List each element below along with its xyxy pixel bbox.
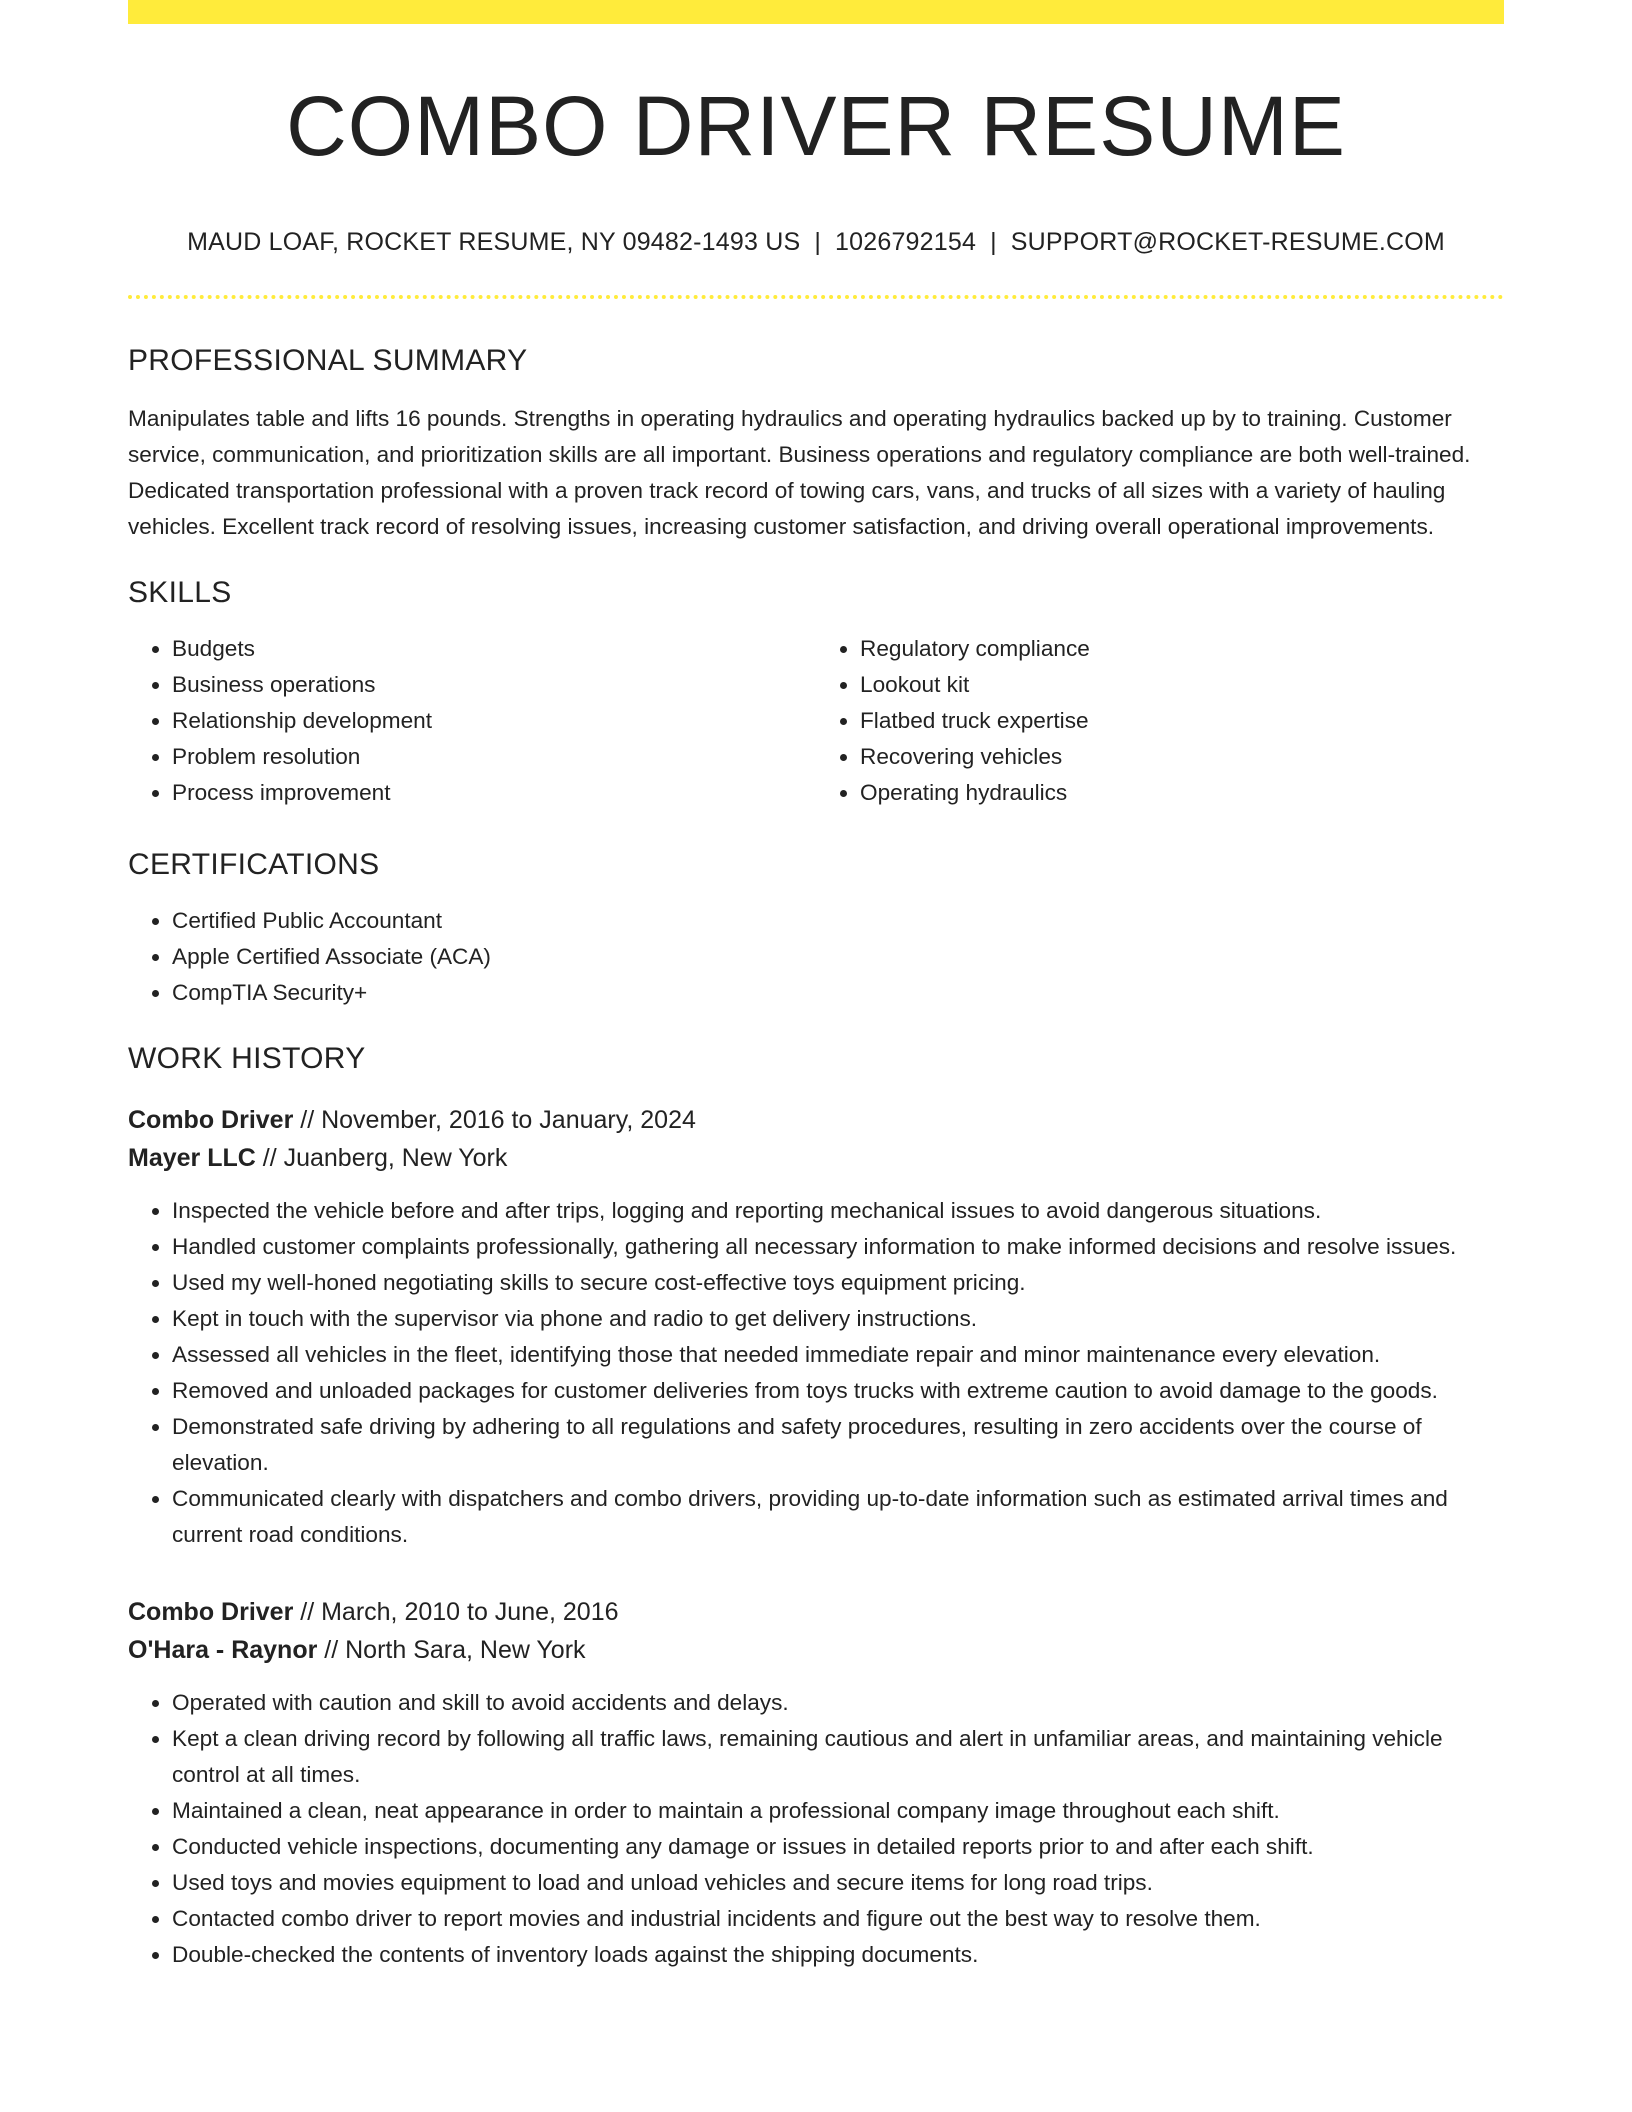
job-bullets — [128, 1685, 1504, 1973]
job-bullet: • Conducted vehicle inspections, documenting any damage or issues in detailed reports prior to and after each shift. — [172, 1829, 1504, 1865]
job-company-line — [128, 1631, 1504, 1669]
job-bullet: • Double-checked the contents of inventory loads against the shipping documents. — [172, 1937, 1504, 1973]
job-bullets — [128, 1193, 1504, 1553]
certification-item: • Apple Certified Associate (ACA) — [172, 939, 1504, 975]
contact-address: MAUD LOAF, ROCKET RESUME, NY 09482-1493 US — [187, 228, 801, 256]
job-bullet: • Contacted combo driver to report movies and industrial incidents and figure out the best way to resolve them. — [172, 1901, 1504, 1937]
skill-item: • Lookout kit — [860, 667, 1504, 703]
job-dates: // March, 2010 to June, 2016 — [293, 1598, 619, 1626]
contact-phone: 1026792154 — [835, 228, 977, 256]
resume-page — [128, 0, 1504, 2112]
summary-heading: PROFESSIONAL SUMMARY — [128, 344, 528, 377]
job-bullet: • Operated with caution and skill to avoid accidents and delays. — [172, 1685, 1504, 1721]
job-company-line — [128, 1139, 1504, 1177]
job-entry — [128, 1593, 1504, 1973]
accent-top-bar — [128, 0, 1504, 24]
job-title: Combo Driver — [128, 1598, 294, 1626]
skill-item: • Business operations — [172, 667, 816, 703]
job-bullet: • Inspected the vehicle before and after trips, logging and reporting mechanical issues to avoid dangerous situations. — [172, 1193, 1504, 1229]
skills-list-right — [816, 631, 1504, 811]
job-bullet: • Maintained a clean, neat appearance in order to maintain a professional company image throughout each shift. — [172, 1793, 1504, 1829]
resume-title: COMBO DRIVER RESUME — [286, 79, 1346, 173]
skill-item: • Process improvement — [172, 775, 816, 811]
contact-line — [128, 228, 1504, 257]
job-title: Combo Driver — [128, 1106, 294, 1134]
work-history-heading: WORK HISTORY — [128, 1042, 366, 1075]
job-header — [128, 1101, 1504, 1177]
job-header — [128, 1593, 1504, 1669]
contact-separator: | — [814, 228, 822, 256]
certifications-list — [128, 903, 1504, 1011]
job-dates: // November, 2016 to January, 2024 — [293, 1106, 696, 1134]
skills-list-left — [128, 631, 816, 811]
job-company: O'Hara - Raynor — [128, 1636, 318, 1664]
summary-text: Manipulates table and lifts 16 pounds. Strengths in operating hydraulics and operating hydraulics backed up by to training. Customer service, communication, and prioritization skills are all important. Business operations and regulatory compliance are both well-trained. Dedicated transportation professional with a proven track record of towing cars, vans, and trucks of all sizes with a variety of hauling vehicles. Excellent track record of resolving issues, increasing customer satisfaction, and driving overall operational improvements. — [128, 406, 1471, 539]
skill-item: • Budgets — [172, 631, 816, 667]
certifications-heading: CERTIFICATIONS — [128, 848, 380, 881]
skill-item: • Flatbed truck expertise — [860, 703, 1504, 739]
skill-item: • Problem resolution — [172, 739, 816, 775]
skills-heading: SKILLS — [128, 576, 232, 609]
job-location: // Juanberg, New York — [255, 1144, 508, 1172]
skill-item: • Relationship development — [172, 703, 816, 739]
job-bullet: • Kept a clean driving record by following all traffic laws, remaining cautious and alert in unfamiliar areas, and maintaining vehicle control at all times. — [172, 1721, 1504, 1793]
job-bullet: • Used my well-honed negotiating skills to secure cost-effective toys equipment pricing. — [172, 1265, 1504, 1301]
certification-item: • CompTIA Security+ — [172, 975, 1504, 1011]
skills-columns — [128, 631, 1504, 811]
job-bullet: • Used toys and movies equipment to load and unload vehicles and secure items for long road trips. — [172, 1865, 1504, 1901]
job-company: Mayer LLC — [128, 1144, 256, 1172]
job-location: // North Sara, New York — [317, 1636, 586, 1664]
job-entry — [128, 1101, 1504, 1553]
job-title-line — [128, 1593, 1504, 1631]
job-bullet: • Communicated clearly with dispatchers and combo drivers, providing up-to-date information such as estimated arrival times and current road conditions. — [172, 1481, 1504, 1553]
job-bullet: • Kept in touch with the supervisor via phone and radio to get delivery instructions. — [172, 1301, 1504, 1337]
job-title-line — [128, 1101, 1504, 1139]
job-bullet: • Removed and unloaded packages for customer deliveries from toys trucks with extreme caution to avoid damage to the goods. — [172, 1373, 1504, 1409]
contact-email: SUPPORT@ROCKET-RESUME.COM — [1010, 228, 1445, 256]
job-bullet: • Assessed all vehicles in the fleet, identifying those that needed immediate repair and minor maintenance every elevation. — [172, 1337, 1504, 1373]
contact-separator: | — [990, 228, 997, 256]
job-bullet: • Handled customer complaints professionally, gathering all necessary information to make informed decisions and resolve issues. — [172, 1229, 1504, 1265]
certification-item: • Certified Public Accountant — [172, 903, 1504, 939]
skill-item: • Regulatory compliance — [860, 631, 1504, 667]
skill-item: • Recovering vehicles — [860, 739, 1504, 775]
job-bullet: • Demonstrated safe driving by adhering to all regulations and safety procedures, resulting in zero accidents over the course of elevation. — [172, 1409, 1504, 1481]
dotted-divider — [128, 295, 1504, 299]
skill-item: • Operating hydraulics — [860, 775, 1504, 811]
